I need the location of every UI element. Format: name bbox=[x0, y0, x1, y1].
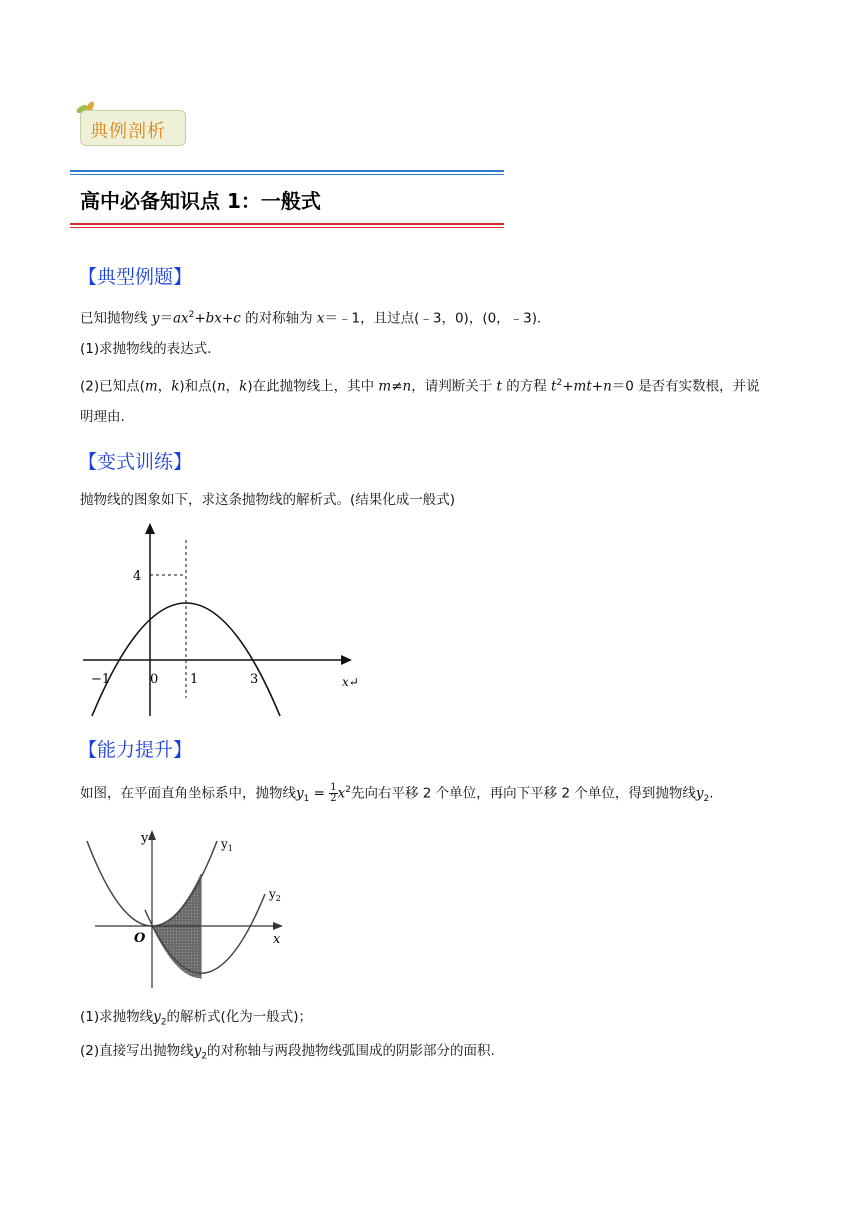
advance-question-2: (2)直接写出抛物线$y_2$的对称轴与两段抛物线弧围成的阴影部分的面积. bbox=[80, 1043, 495, 1062]
advance-header: 【能力提升】 bbox=[78, 739, 193, 761]
variant-header: 【变式训练】 bbox=[78, 451, 193, 473]
page-title: 高中必备知识点 1：一般式 bbox=[80, 189, 321, 213]
y-axis-label: y bbox=[141, 831, 149, 846]
advance-question-1: (1)求抛物线$y_2$的解析式(化为一般式)； bbox=[80, 1009, 313, 1028]
origin-label: O bbox=[134, 931, 146, 946]
title-bottom-rule-thin bbox=[70, 227, 504, 228]
title-top-rule bbox=[70, 170, 504, 172]
typical-question-2: (2)已知点(m，k)和点(n，k)在此抛物线上，其中 m≠n，请判断关于 t 的方程 $t^2+mt+n=0$ 是否有实数根，并说 bbox=[80, 378, 760, 395]
x-tick-3: 3 bbox=[250, 672, 259, 687]
y2-curve-label: $y_2$ bbox=[269, 887, 281, 903]
variant-text: 抛物线的图象如下，求这条抛物线的解析式。(结果化成一般式) bbox=[80, 492, 456, 508]
x-axis-arrow-icon bbox=[273, 922, 283, 930]
title-bottom-rule bbox=[70, 223, 504, 225]
x-axis-label: x bbox=[273, 932, 281, 947]
typical-question-2-cont: 明理由. bbox=[80, 409, 125, 425]
typical-example-header: 【典型例题】 bbox=[78, 266, 193, 288]
section-badge bbox=[80, 110, 186, 146]
typical-intro: 已知抛物线 $y=ax^2+bx+c$ 的对称轴为 x＝﹣1，且过点(﹣3，0)，(0，﹣3). bbox=[80, 310, 542, 327]
typical-question-1: (1)求抛物线的表达式. bbox=[80, 341, 212, 357]
y1-curve-label: $y_1$ bbox=[221, 837, 233, 853]
y-axis-arrow-icon bbox=[145, 523, 155, 534]
x-tick-neg1: −1 bbox=[91, 672, 111, 687]
parabola-graph-2 bbox=[85, 822, 295, 992]
advance-text: 如图，在平面直角坐标系中，抛物线$y_1$ = $\frac{1}{2}$ $x^2$先向右平移 2 个单位，再向下平移 2 个单位，得到抛物线$y_2$. bbox=[80, 782, 714, 805]
x-axis-arrow-icon bbox=[341, 655, 352, 665]
y-tick-4: 4 bbox=[133, 569, 142, 584]
x-tick-0: 0 bbox=[150, 672, 159, 687]
parabola-graph-1 bbox=[80, 520, 370, 720]
y-axis-arrow-icon bbox=[148, 830, 156, 840]
x-axis-label: x↵ bbox=[342, 675, 359, 689]
title-top-rule-thin bbox=[70, 174, 504, 175]
badge-label: 典例剖析 bbox=[90, 121, 166, 142]
x-tick-1: 1 bbox=[190, 672, 199, 687]
